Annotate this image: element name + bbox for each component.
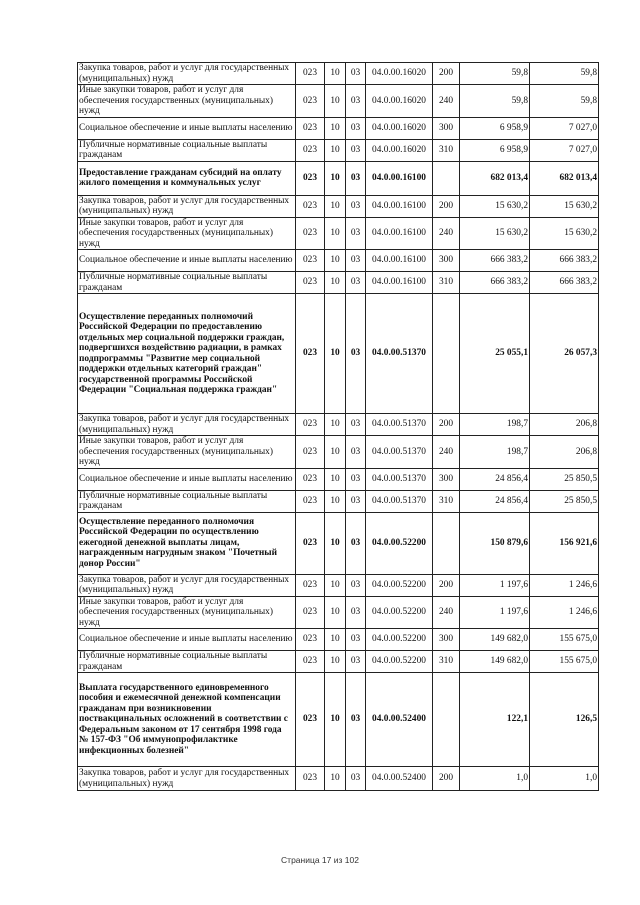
row-gr-code: 023 (296, 673, 325, 767)
row-csr-code: 04.0.00.52200 (366, 651, 433, 673)
table-row (78, 468, 599, 490)
row-amount-year2: 25 850,5 (530, 490, 599, 512)
table-row (78, 629, 599, 651)
row-amount-year1: 666 383,2 (460, 272, 530, 294)
row-vr-code: 200 (433, 63, 460, 85)
row-pr-code: 03 (346, 85, 366, 118)
row-pr-code: 03 (346, 574, 366, 596)
row-name: Закупка товаров, работ и услуг для государственных (муниципальных) нужд (78, 195, 296, 217)
row-name: Социальное обеспечение и иные выплаты населению (78, 629, 296, 651)
row-vr-code: 200 (433, 195, 460, 217)
table-row (78, 596, 599, 629)
row-vr-code (433, 294, 460, 414)
row-csr-code: 04.0.00.52200 (366, 574, 433, 596)
row-amount-year1: 25 055,1 (460, 294, 530, 414)
row-gr-code: 023 (296, 85, 325, 118)
row-gr-code: 023 (296, 217, 325, 250)
row-amount-year2: 682 013,4 (530, 161, 599, 195)
row-amount-year2: 206,8 (530, 436, 599, 469)
row-amount-year2: 666 383,2 (530, 250, 599, 272)
table-row (78, 161, 599, 195)
row-amount-year1: 198,7 (460, 436, 530, 469)
row-rz-code: 10 (325, 414, 346, 436)
row-csr-code: 04.0.00.16020 (366, 85, 433, 118)
row-gr-code: 023 (296, 250, 325, 272)
row-csr-code: 04.0.00.16100 (366, 217, 433, 250)
row-name: Публичные нормативные социальные выплаты гражданам (78, 651, 296, 673)
row-name: Публичные нормативные социальные выплаты гражданам (78, 139, 296, 161)
row-pr-code: 03 (346, 673, 366, 767)
row-name: Закупка товаров, работ и услуг для государственных (муниципальных) нужд (78, 767, 296, 791)
row-amount-year2: 155 675,0 (530, 629, 599, 651)
row-amount-year1: 24 856,4 (460, 490, 530, 512)
row-gr-code: 023 (296, 195, 325, 217)
row-name: Иные закупки товаров, работ и услуг для обеспечения государственных (муниципальных) нужд (78, 85, 296, 118)
row-amount-year1: 150 879,6 (460, 512, 530, 574)
row-name: Предоставление гражданам субсидий на оплату жилого помещения и коммунальных услуг (78, 161, 296, 195)
row-rz-code: 10 (325, 250, 346, 272)
row-gr-code: 023 (296, 651, 325, 673)
row-rz-code: 10 (325, 651, 346, 673)
row-amount-year1: 666 383,2 (460, 250, 530, 272)
row-gr-code: 023 (296, 490, 325, 512)
row-gr-code: 023 (296, 117, 325, 139)
row-csr-code: 04.0.00.16100 (366, 161, 433, 195)
row-rz-code: 10 (325, 161, 346, 195)
table-row (78, 294, 599, 414)
table-row (78, 673, 599, 767)
row-pr-code: 03 (346, 63, 366, 85)
row-name: Выплата государственного единовременного пособия и ежемесячной денежной компенсации гражданам при возникновении поствакцинальных осложнений в соответствии с Федеральным законом от 17 сентября 1998 года № 157-ФЗ "Об иммунопрофилактике инфекционных болезней" (78, 673, 296, 767)
row-csr-code: 04.0.00.51370 (366, 436, 433, 469)
row-vr-code: 200 (433, 574, 460, 596)
row-name: Публичные нормативные социальные выплаты гражданам (78, 490, 296, 512)
table-row (78, 139, 599, 161)
row-pr-code: 03 (346, 272, 366, 294)
row-amount-year2: 1 246,6 (530, 574, 599, 596)
row-vr-code: 300 (433, 117, 460, 139)
row-gr-code: 023 (296, 574, 325, 596)
budget-table (77, 62, 599, 791)
row-amount-year2: 1,0 (530, 767, 599, 791)
budget-table-page (77, 62, 598, 791)
table-row (78, 63, 599, 85)
row-name: Закупка товаров, работ и услуг для государственных (муниципальных) нужд (78, 414, 296, 436)
row-amount-year2: 15 630,2 (530, 217, 599, 250)
row-gr-code: 023 (296, 161, 325, 195)
row-vr-code: 310 (433, 139, 460, 161)
row-rz-code: 10 (325, 217, 346, 250)
row-rz-code: 10 (325, 436, 346, 469)
row-pr-code: 03 (346, 436, 366, 469)
row-pr-code: 03 (346, 512, 366, 574)
row-amount-year2: 206,8 (530, 414, 599, 436)
table-row (78, 272, 599, 294)
page-number: Страница 17 из 102 (281, 855, 359, 865)
row-amount-year1: 149 682,0 (460, 651, 530, 673)
row-amount-year1: 24 856,4 (460, 468, 530, 490)
row-vr-code (433, 161, 460, 195)
row-vr-code (433, 673, 460, 767)
row-pr-code: 03 (346, 217, 366, 250)
table-row (78, 490, 599, 512)
row-gr-code: 023 (296, 436, 325, 469)
row-rz-code: 10 (325, 490, 346, 512)
row-rz-code: 10 (325, 195, 346, 217)
row-amount-year1: 6 958,9 (460, 117, 530, 139)
row-rz-code: 10 (325, 574, 346, 596)
row-csr-code: 04.0.00.16100 (366, 195, 433, 217)
table-row (78, 117, 599, 139)
row-amount-year2: 59,8 (530, 85, 599, 118)
row-amount-year2: 126,5 (530, 673, 599, 767)
row-rz-code: 10 (325, 673, 346, 767)
table-row (78, 767, 599, 791)
row-name: Закупка товаров, работ и услуг для государственных (муниципальных) нужд (78, 63, 296, 85)
row-rz-code: 10 (325, 767, 346, 791)
row-rz-code: 10 (325, 85, 346, 118)
row-amount-year1: 149 682,0 (460, 629, 530, 651)
row-pr-code: 03 (346, 629, 366, 651)
row-pr-code: 03 (346, 767, 366, 791)
row-amount-year2: 155 675,0 (530, 651, 599, 673)
row-amount-year1: 59,8 (460, 85, 530, 118)
row-vr-code: 240 (433, 217, 460, 250)
table-row (78, 574, 599, 596)
row-csr-code: 04.0.00.16020 (366, 117, 433, 139)
row-gr-code: 023 (296, 596, 325, 629)
row-amount-year1: 682 013,4 (460, 161, 530, 195)
row-gr-code: 023 (296, 629, 325, 651)
row-vr-code: 240 (433, 85, 460, 118)
row-csr-code: 04.0.00.52400 (366, 673, 433, 767)
row-name: Социальное обеспечение и иные выплаты населению (78, 117, 296, 139)
row-pr-code: 03 (346, 596, 366, 629)
row-vr-code: 240 (433, 436, 460, 469)
row-csr-code: 04.0.00.16020 (366, 63, 433, 85)
row-name: Осуществление переданных полномочий Российской Федерации по предоставлению отдельных мер социальной поддержки граждан, подвергшихся воздействию радиации, в рамках подпрограммы "Развитие мер социальной поддержки отдельных категорий граждан" государственной программы Российской Федерации "Социальная поддержка граждан" (78, 294, 296, 414)
budget-table-body (78, 63, 599, 791)
row-pr-code: 03 (346, 414, 366, 436)
row-vr-code: 310 (433, 272, 460, 294)
row-rz-code: 10 (325, 596, 346, 629)
row-pr-code: 03 (346, 139, 366, 161)
row-amount-year1: 198,7 (460, 414, 530, 436)
table-row (78, 512, 599, 574)
row-rz-code: 10 (325, 272, 346, 294)
row-rz-code: 10 (325, 63, 346, 85)
row-rz-code: 10 (325, 139, 346, 161)
row-amount-year1: 122,1 (460, 673, 530, 767)
row-name: Иные закупки товаров, работ и услуг для обеспечения государственных (муниципальных) нужд (78, 596, 296, 629)
row-amount-year1: 1,0 (460, 767, 530, 791)
table-row (78, 195, 599, 217)
row-name: Иные закупки товаров, работ и услуг для обеспечения государственных (муниципальных) нужд (78, 217, 296, 250)
row-amount-year1: 59,8 (460, 63, 530, 85)
row-rz-code: 10 (325, 468, 346, 490)
row-gr-code: 023 (296, 414, 325, 436)
row-pr-code: 03 (346, 651, 366, 673)
row-csr-code: 04.0.00.51370 (366, 468, 433, 490)
row-pr-code: 03 (346, 161, 366, 195)
row-vr-code: 310 (433, 651, 460, 673)
row-pr-code: 03 (346, 195, 366, 217)
row-rz-code: 10 (325, 512, 346, 574)
row-pr-code: 03 (346, 250, 366, 272)
row-rz-code: 10 (325, 629, 346, 651)
row-vr-code: 200 (433, 414, 460, 436)
row-vr-code: 200 (433, 767, 460, 791)
row-csr-code: 04.0.00.51370 (366, 414, 433, 436)
row-vr-code: 300 (433, 250, 460, 272)
row-amount-year2: 666 383,2 (530, 272, 599, 294)
row-gr-code: 023 (296, 272, 325, 294)
row-amount-year1: 15 630,2 (460, 217, 530, 250)
row-gr-code: 023 (296, 512, 325, 574)
row-amount-year1: 1 197,6 (460, 596, 530, 629)
row-csr-code: 04.0.00.16100 (366, 250, 433, 272)
row-csr-code: 04.0.00.51370 (366, 490, 433, 512)
row-amount-year2: 1 246,6 (530, 596, 599, 629)
row-amount-year2: 7 027,0 (530, 139, 599, 161)
row-gr-code: 023 (296, 767, 325, 791)
row-name: Социальное обеспечение и иные выплаты населению (78, 250, 296, 272)
row-name: Публичные нормативные социальные выплаты гражданам (78, 272, 296, 294)
row-name: Осуществление переданного полномочия Российской Федерации по осуществлению ежегодной денежной выплаты лицам, награжденным нагрудным знаком "Почетный донор России" (78, 512, 296, 574)
row-amount-year2: 7 027,0 (530, 117, 599, 139)
row-amount-year2: 26 057,3 (530, 294, 599, 414)
row-vr-code: 300 (433, 468, 460, 490)
row-csr-code: 04.0.00.52200 (366, 629, 433, 651)
row-pr-code: 03 (346, 294, 366, 414)
row-amount-year1: 1 197,6 (460, 574, 530, 596)
row-name: Социальное обеспечение и иные выплаты населению (78, 468, 296, 490)
table-row (78, 250, 599, 272)
row-gr-code: 023 (296, 294, 325, 414)
table-row (78, 414, 599, 436)
row-pr-code: 03 (346, 117, 366, 139)
row-pr-code: 03 (346, 468, 366, 490)
table-row (78, 85, 599, 118)
row-csr-code: 04.0.00.16100 (366, 272, 433, 294)
row-gr-code: 023 (296, 139, 325, 161)
row-amount-year1: 15 630,2 (460, 195, 530, 217)
table-row (78, 436, 599, 469)
row-vr-code: 300 (433, 629, 460, 651)
row-csr-code: 04.0.00.51370 (366, 294, 433, 414)
row-pr-code: 03 (346, 490, 366, 512)
table-row (78, 651, 599, 673)
row-rz-code: 10 (325, 294, 346, 414)
row-csr-code: 04.0.00.52200 (366, 512, 433, 574)
row-amount-year2: 15 630,2 (530, 195, 599, 217)
row-name: Закупка товаров, работ и услуг для государственных (муниципальных) нужд (78, 574, 296, 596)
table-row (78, 217, 599, 250)
row-vr-code: 310 (433, 490, 460, 512)
row-amount-year2: 59,8 (530, 63, 599, 85)
row-csr-code: 04.0.00.52200 (366, 596, 433, 629)
row-name: Иные закупки товаров, работ и услуг для обеспечения государственных (муниципальных) нужд (78, 436, 296, 469)
row-vr-code (433, 512, 460, 574)
row-amount-year2: 25 850,5 (530, 468, 599, 490)
row-amount-year2: 156 921,6 (530, 512, 599, 574)
row-csr-code: 04.0.00.52400 (366, 767, 433, 791)
row-gr-code: 023 (296, 468, 325, 490)
row-gr-code: 023 (296, 63, 325, 85)
row-rz-code: 10 (325, 117, 346, 139)
row-vr-code: 240 (433, 596, 460, 629)
row-amount-year1: 6 958,9 (460, 139, 530, 161)
row-csr-code: 04.0.00.16020 (366, 139, 433, 161)
